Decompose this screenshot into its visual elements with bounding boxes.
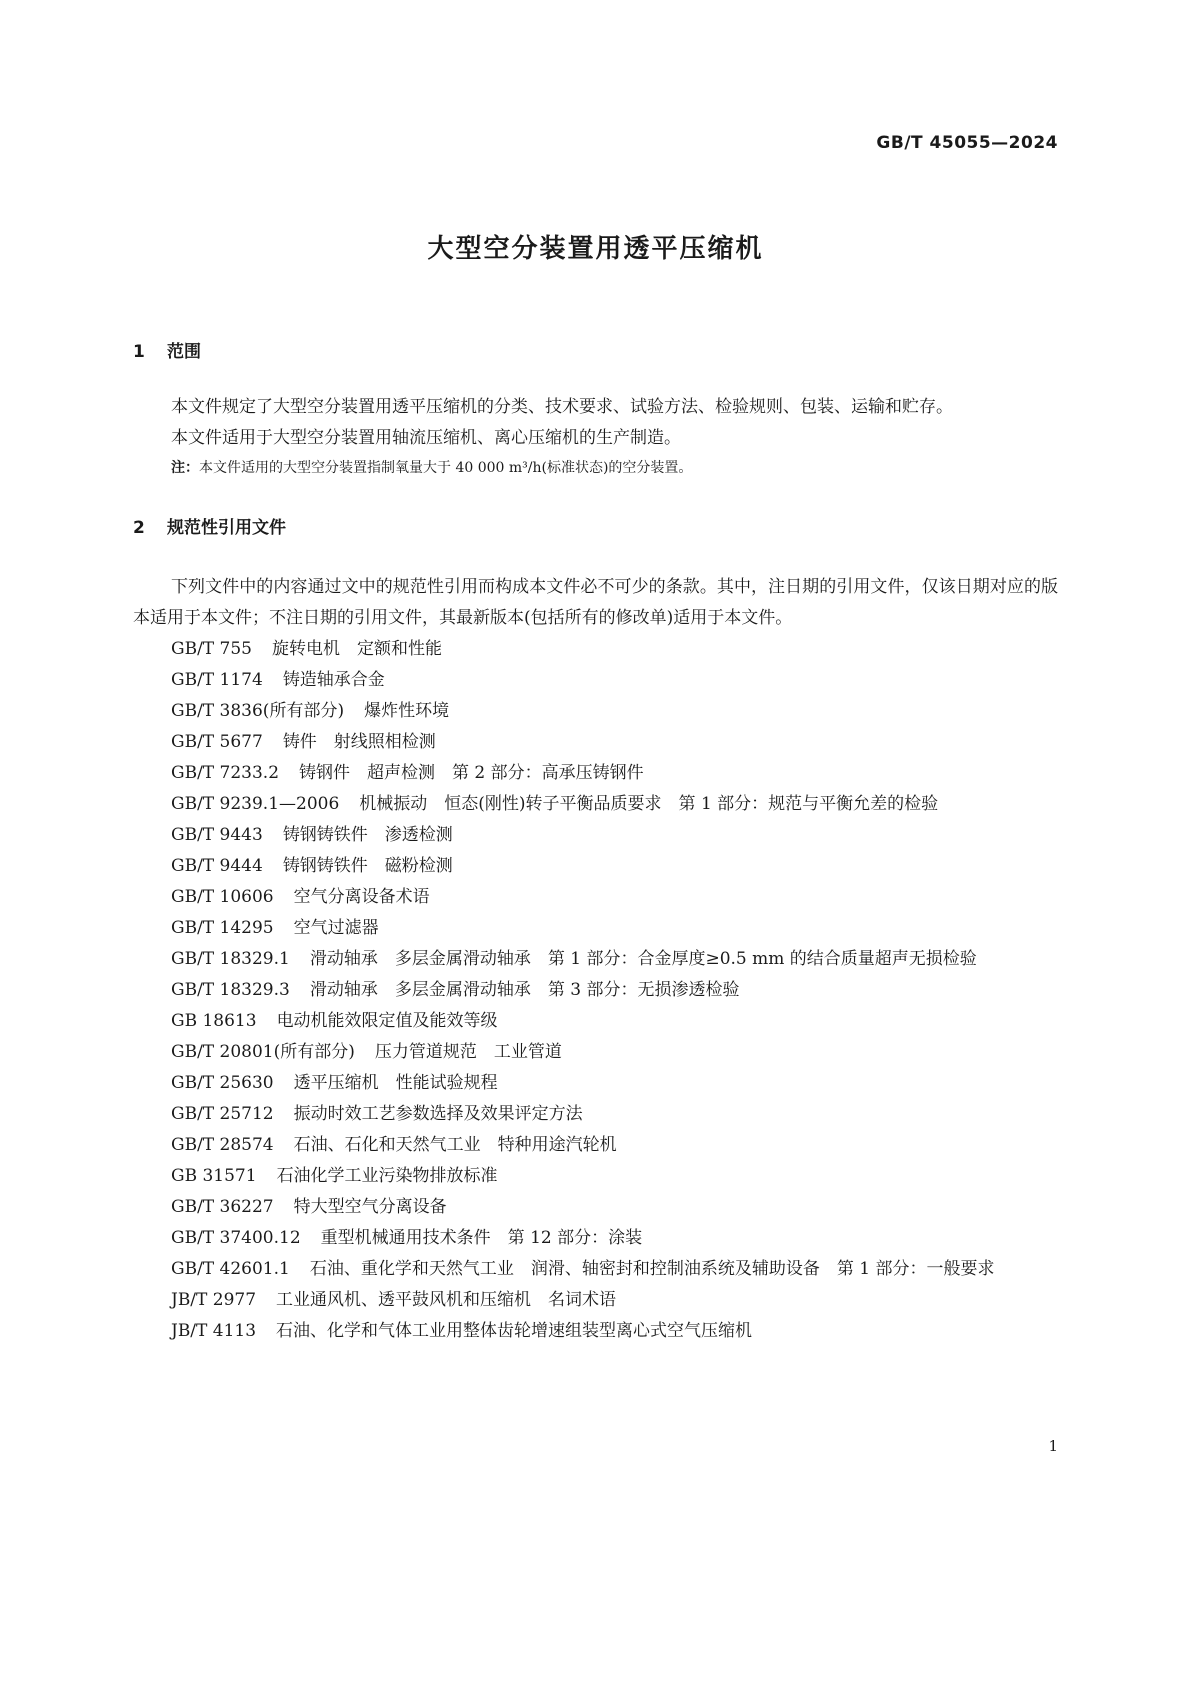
reference-item (133, 1223, 1058, 1254)
references-intro: 下列文件中的内容通过文中的规范性引用而构成本文件必不可少的条款。其中，注日期的引用文件，仅该日期对应的版本适用于本文件；不注日期的引用文件，其最新版本(包括所有的修改单)适用于本文件。 (133, 577, 1058, 628)
reference-title: 铸钢铸铁件 渗透检测 (282, 825, 453, 845)
reference-title: 压力管道规范 工业管道 (374, 1042, 562, 1062)
section-2-number: 2 (133, 518, 145, 538)
reference-item (133, 913, 1058, 944)
reference-code: GB/T 36227 (171, 1197, 274, 1217)
reference-title: 空气分离设备术语 (293, 887, 430, 907)
document-body (133, 340, 1058, 1347)
reference-code: GB 31571 (171, 1166, 257, 1186)
reference-code: GB/T 1174 (171, 670, 263, 690)
section-1-title: 范围 (167, 342, 201, 362)
reference-code: GB/T 7233.2 (171, 763, 280, 783)
reference-title: 重型机械通用技术条件 第 12 部分：涂装 (320, 1228, 643, 1248)
reference-code: GB/T 9239.1—2006 (171, 794, 340, 814)
reference-title: 铸造轴承合金 (282, 670, 385, 690)
reference-item (133, 727, 1058, 758)
reference-code: GB/T 42601.1 (171, 1259, 290, 1279)
reference-code: GB/T 755 (171, 639, 252, 659)
reference-title: 电动机能效限定值及能效等级 (276, 1011, 498, 1031)
reference-title: 旋转电机 定额和性能 (272, 639, 442, 659)
reference-code: GB/T 14295 (171, 918, 274, 938)
reference-item (133, 1068, 1058, 1099)
document-title: 大型空分装置用透平压缩机 (427, 234, 764, 264)
reference-title: 特大型空气分离设备 (293, 1197, 447, 1217)
reference-title: 爆炸性环境 (364, 701, 450, 721)
reference-item (133, 975, 1058, 1006)
note-text: 本文件适用的大型空分装置指制氧量大于 40 000 m³/h(标准状态)的空分装置。 (199, 460, 693, 476)
reference-item (133, 1006, 1058, 1037)
reference-title: 空气过滤器 (293, 918, 379, 938)
standard-code: GB/T 45055—2024 (876, 133, 1058, 153)
reference-code: GB/T 28574 (171, 1135, 274, 1155)
reference-title: 石油、石化和天然气工业 特种用途汽轮机 (293, 1135, 617, 1155)
reference-item (133, 665, 1058, 696)
section-1-heading (133, 340, 1058, 364)
reference-list (133, 634, 1058, 1347)
reference-code: GB/T 18329.1 (171, 949, 290, 969)
reference-title: 铸钢件 超声检测 第 2 部分：高承压铸钢件 (299, 763, 644, 783)
reference-item (133, 882, 1058, 913)
section-2-title: 规范性引用文件 (167, 518, 286, 538)
reference-code: GB/T 3836(所有部分) (171, 701, 345, 721)
reference-item (133, 1130, 1058, 1161)
reference-code: GB 18613 (171, 1011, 257, 1031)
reference-item (133, 1316, 1058, 1347)
reference-item (133, 634, 1058, 665)
reference-item (133, 1285, 1058, 1316)
scope-paragraph-2: 本文件适用于大型空分装置用轴流压缩机、离心压缩机的生产制造。 (171, 428, 681, 448)
reference-item (133, 820, 1058, 851)
reference-item (133, 696, 1058, 727)
reference-title: 铸钢铸铁件 磁粉检测 (282, 856, 453, 876)
reference-title: 石油、化学和气体工业用整体齿轮增速组装型离心式空气压缩机 (276, 1321, 753, 1341)
reference-item (133, 944, 1058, 975)
reference-title: 工业通风机、透平鼓风机和压缩机 名词术语 (276, 1290, 617, 1310)
section-1-number: 1 (133, 342, 145, 362)
reference-code: GB/T 25712 (171, 1104, 274, 1124)
scope-paragraph-1: 本文件规定了大型空分装置用透平压缩机的分类、技术要求、试验方法、检验规则、包装、运输和贮存。 (171, 397, 953, 417)
reference-title: 振动时效工艺参数选择及效果评定方法 (293, 1104, 583, 1124)
reference-item (133, 851, 1058, 882)
reference-title: 石油化学工业污染物排放标准 (276, 1166, 498, 1186)
reference-title: 透平压缩机 性能试验规程 (293, 1073, 498, 1093)
reference-item (133, 1254, 1058, 1285)
note-label: 注： (171, 460, 199, 476)
page-number: 1 (1048, 1437, 1058, 1455)
section-2-heading (133, 516, 1058, 540)
reference-code: GB/T 18329.3 (171, 980, 290, 1000)
scope-note (133, 456, 1058, 480)
reference-item (133, 789, 1058, 820)
reference-code: GB/T 9444 (171, 856, 263, 876)
reference-title: 滑动轴承 多层金属滑动轴承 第 1 部分：合金厚度≥0.5 mm 的结合质量超声无损检验 (309, 949, 977, 969)
reference-title: 铸件 射线照相检测 (282, 732, 436, 752)
reference-title: 机械振动 恒态(刚性)转子平衡品质要求 第 1 部分：规范与平衡允差的检验 (359, 794, 939, 814)
reference-item (133, 1161, 1058, 1192)
reference-title: 滑动轴承 多层金属滑动轴承 第 3 部分：无损渗透检验 (309, 980, 740, 1000)
reference-item (133, 1192, 1058, 1223)
reference-title: 石油、重化学和天然气工业 润滑、轴密封和控制油系统及辅助设备 第 1 部分：一般要求 (309, 1259, 995, 1279)
reference-code: GB/T 20801(所有部分) (171, 1042, 355, 1062)
reference-code: GB/T 5677 (171, 732, 263, 752)
reference-code: GB/T 9443 (171, 825, 263, 845)
reference-code: GB/T 25630 (171, 1073, 274, 1093)
reference-item (133, 758, 1058, 789)
reference-item (133, 1099, 1058, 1130)
reference-item (133, 1037, 1058, 1068)
reference-code: GB/T 37400.12 (171, 1228, 301, 1248)
reference-code: GB/T 10606 (171, 887, 274, 907)
reference-code: JB/T 2977 (171, 1290, 257, 1310)
reference-code: JB/T 4113 (171, 1321, 257, 1341)
